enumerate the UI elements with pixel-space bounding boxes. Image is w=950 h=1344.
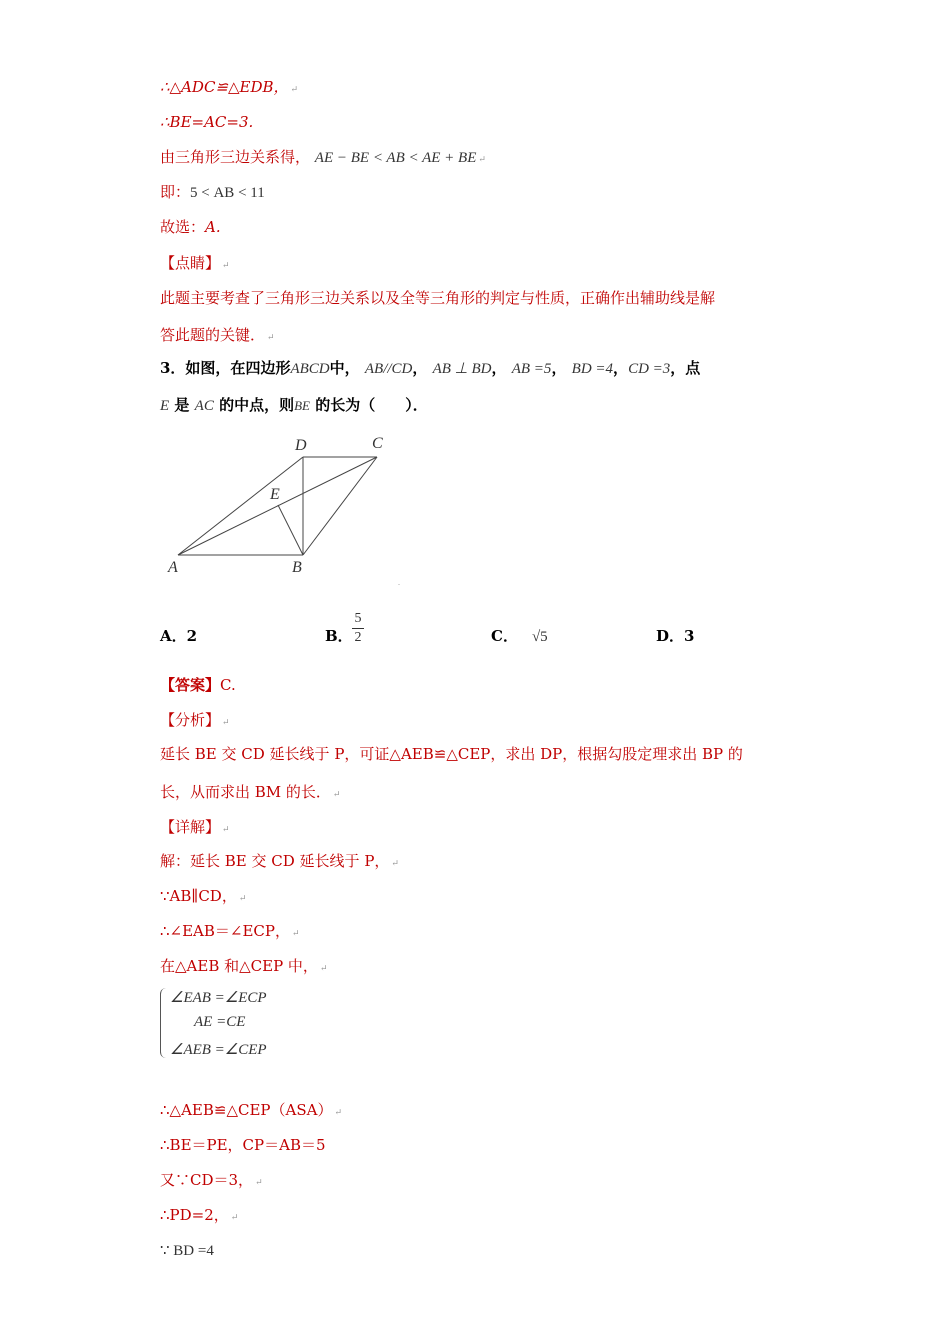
detail-line-4: 在△AEB 和△CEP 中， ↵ bbox=[160, 957, 328, 975]
label-d: D bbox=[295, 437, 307, 454]
detail-line-2: ∵AB∥CD， ↵ bbox=[160, 887, 247, 905]
question-line-2: E 是 AC 的中点，则BE 的长为（ ）． bbox=[160, 396, 428, 414]
proof-line-1: ∴△ADC≌△EDB， ↵ bbox=[160, 78, 299, 96]
segment-bc bbox=[303, 457, 377, 555]
option-b-fraction: 5 2 bbox=[352, 610, 364, 647]
proof-line-2: ∴BE=AC=3. bbox=[160, 113, 254, 131]
answer-line: 【答案】C. bbox=[160, 676, 236, 694]
proof-line-4: 即：5 < AB < 11 bbox=[160, 183, 265, 201]
label-b: B bbox=[292, 559, 302, 576]
proof-line-3: 由三角形三边关系得， AE − BE < AB < AE + BE ↵ bbox=[160, 148, 486, 166]
detail-line-9: ∵ BD =4 bbox=[160, 1243, 214, 1259]
detail-line-1: 解：延长 BE 交 CD 延长线于 P， ↵ bbox=[160, 852, 399, 870]
option-c[interactable]: C． √5 bbox=[491, 627, 548, 645]
svg-text:.: . bbox=[398, 578, 400, 587]
analysis-line-2: 长，从而求出 BM 的长． ↵ bbox=[160, 783, 341, 801]
label-e: E bbox=[270, 486, 280, 503]
detail-line-5: ∴△AEB≌△CEP（ASA） ↵ bbox=[160, 1101, 342, 1119]
proof-line-5: 故选：A. bbox=[160, 218, 221, 236]
analysis-tag: 【分析】 ↵ bbox=[160, 711, 230, 729]
detail-line-3: ∴∠EAB＝∠ECP， ↵ bbox=[160, 922, 300, 940]
label-a: A bbox=[168, 559, 178, 576]
segment-ac bbox=[178, 457, 377, 555]
option-b[interactable]: B． bbox=[325, 627, 353, 645]
option-d[interactable]: D．3 bbox=[656, 627, 695, 645]
question-line-1: 3．如图，在四边形ABCD中， AB//CD， AB ⊥ BD， AB =5， BD =4，CD =3，点 bbox=[160, 359, 701, 377]
detail-line-7: 又∵CD＝3， ↵ bbox=[160, 1171, 263, 1189]
analysis-line-1: 延长 BE 交 CD 延长线于 P，可证△AEB≌△CEP，求出 DP，根据勾股定理求出 BP 的 bbox=[160, 745, 743, 763]
quadrilateral-figure bbox=[160, 430, 410, 590]
detail-tag: 【详解】 ↵ bbox=[160, 818, 230, 836]
option-a[interactable]: A．2 bbox=[160, 627, 198, 645]
segment-ad bbox=[178, 457, 303, 555]
comment-line-1: 此题主要考查了三角形三边关系以及全等三角形的判定与性质，正确作出辅助线是解 bbox=[160, 289, 716, 307]
comment-line-2: 答此题的关键． ↵ bbox=[160, 326, 275, 344]
label-c: C bbox=[372, 435, 383, 452]
segment-be bbox=[278, 505, 303, 555]
detail-line-8: ∴PD=2， ↵ bbox=[160, 1206, 239, 1224]
comment-tag: 【点睛】 ↵ bbox=[160, 254, 230, 272]
detail-line-6: ∴BE＝PE，CP＝AB＝5 bbox=[160, 1136, 326, 1154]
